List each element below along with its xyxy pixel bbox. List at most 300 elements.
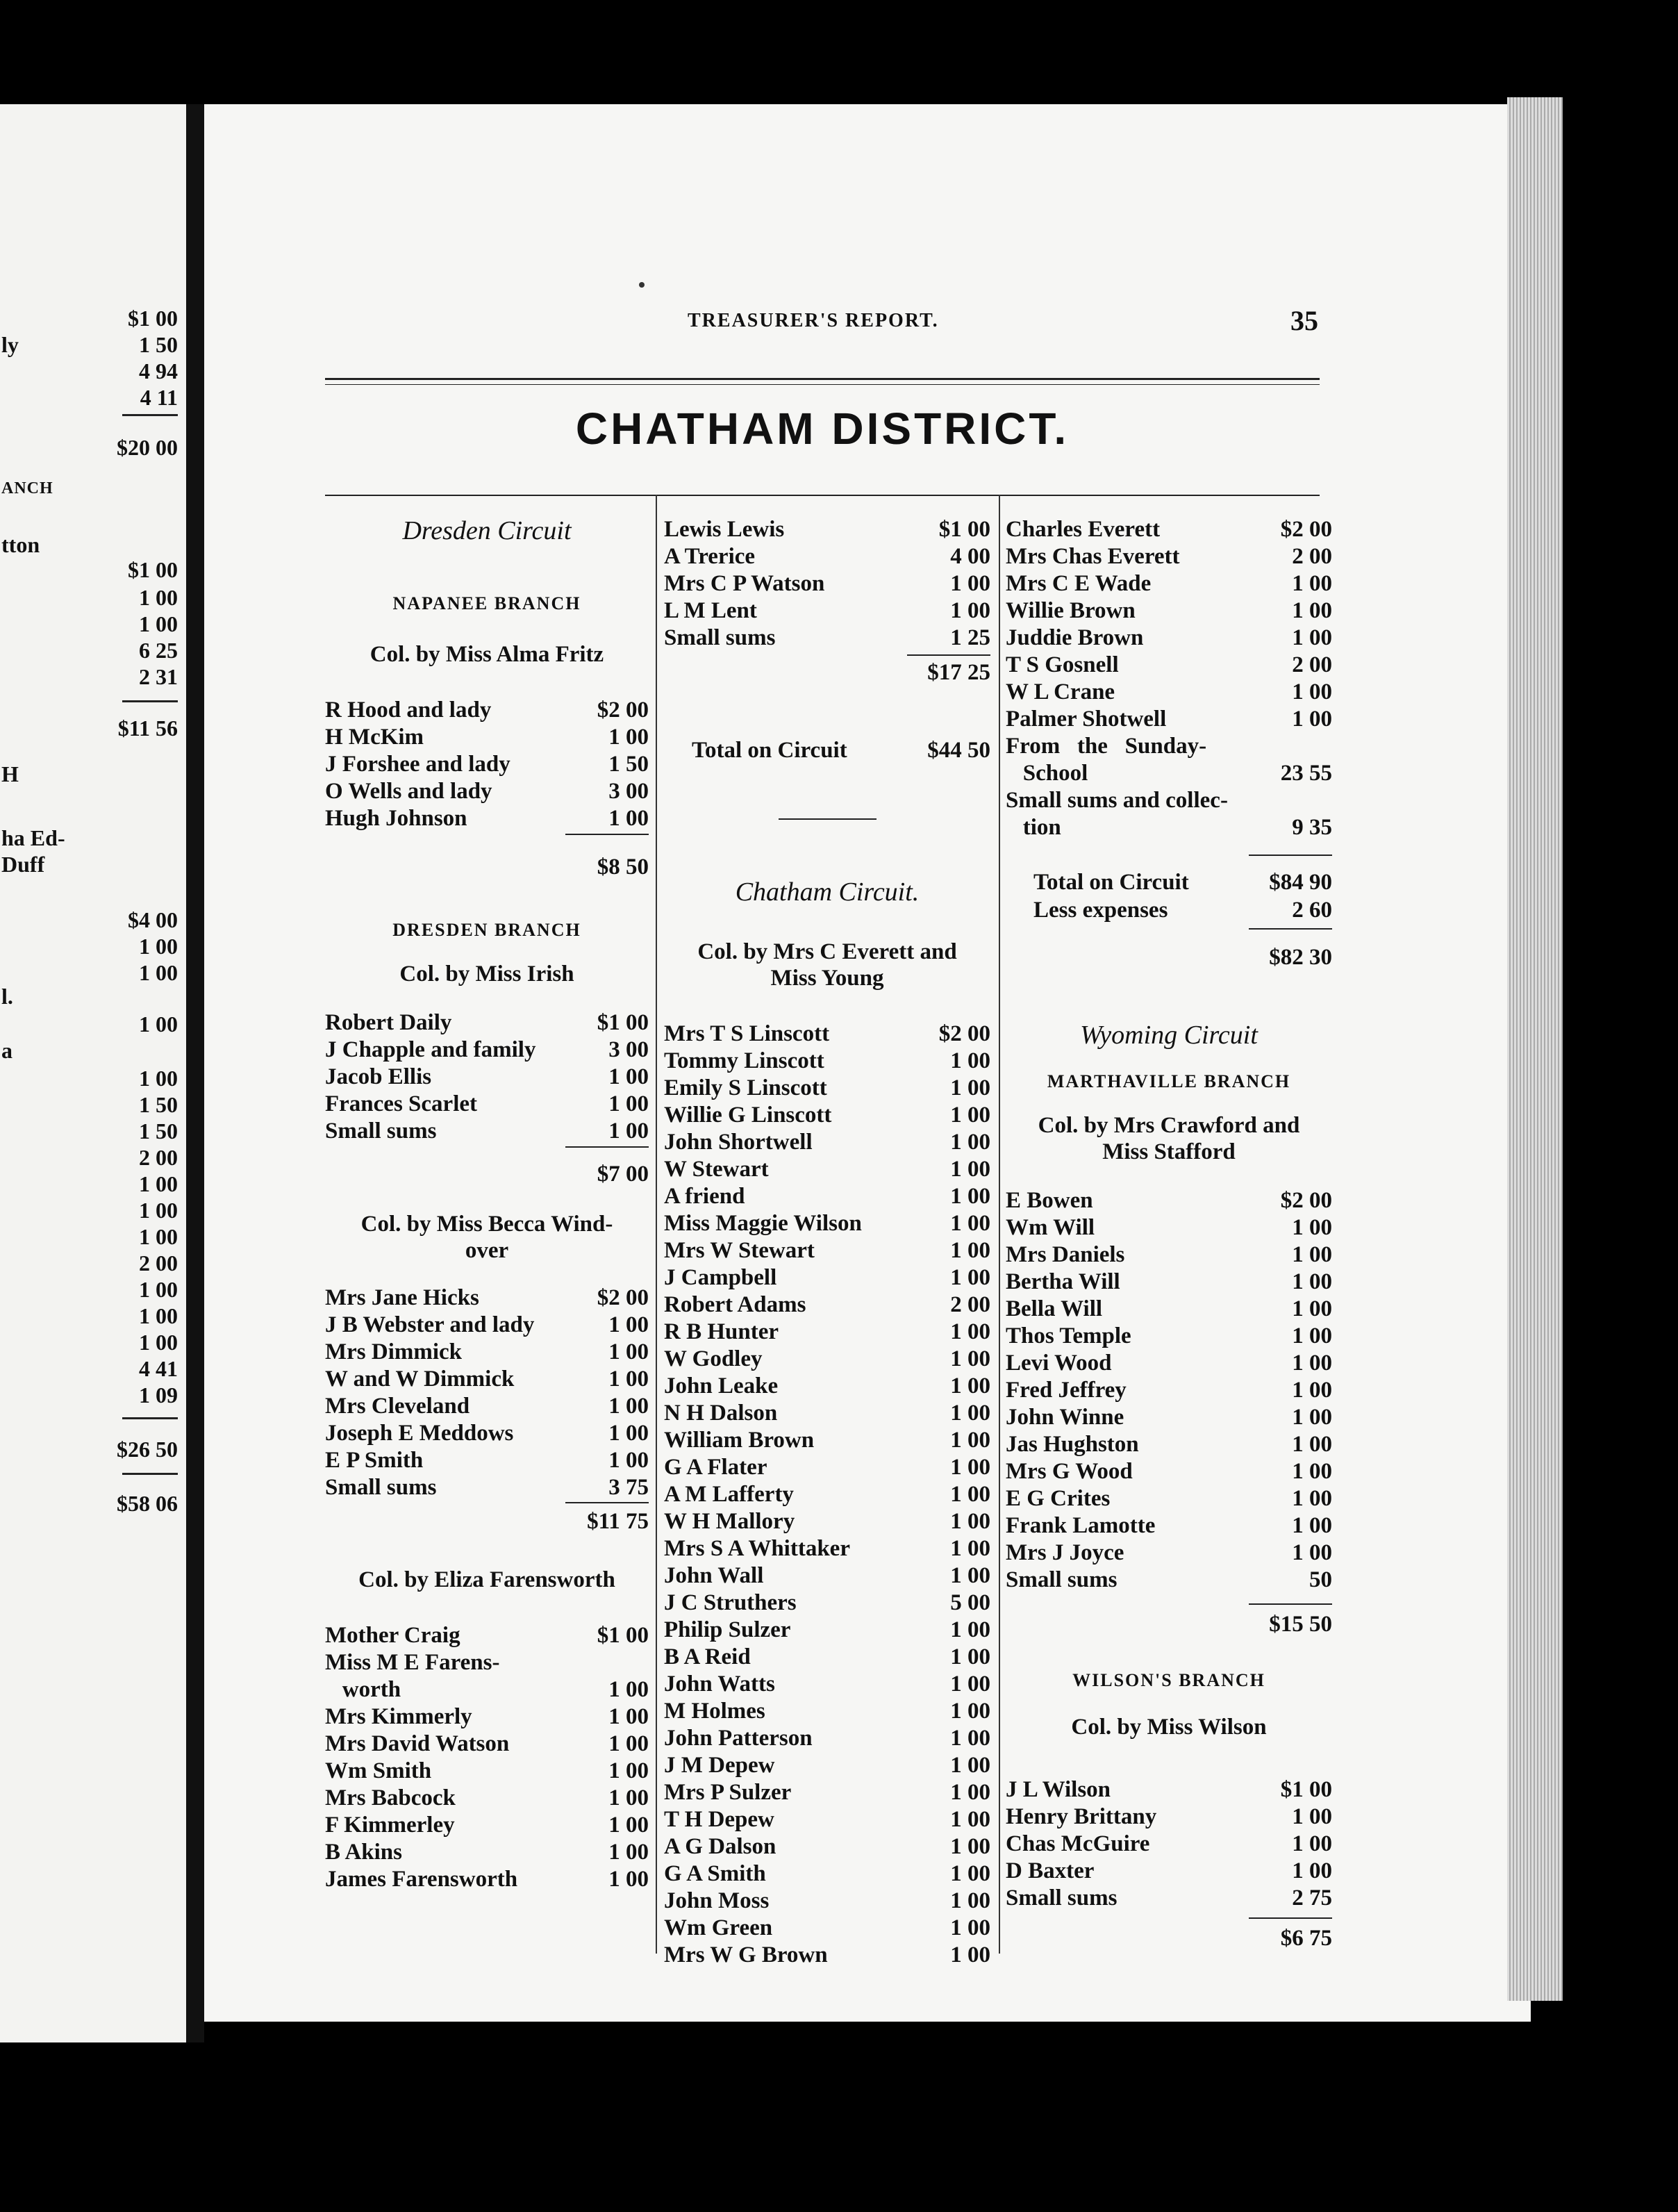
collector-line: Col. by Mrs C Everett and	[697, 939, 957, 964]
entry-name: Mrs W Stewart	[664, 1238, 815, 1263]
district-title: CHATHAM DISTRICT.	[575, 404, 1070, 454]
entry-row	[325, 1784, 649, 1812]
entry-name: Willie G Linscott	[664, 1103, 832, 1128]
entry-row	[664, 1778, 990, 1806]
entry-name: Jas Hughston	[1006, 1432, 1139, 1457]
entry-name: Mrs W G Brown	[664, 1942, 828, 1967]
entry-name: Wm Smith	[325, 1758, 432, 1783]
entry-amount: 1 00	[608, 1785, 649, 1810]
left-fragment-amount: $58 06	[117, 1491, 178, 1516]
entry-amount: 1 00	[608, 1448, 649, 1473]
branch-heading: WILSON'S BRANCH	[1072, 1670, 1265, 1690]
entry-row	[664, 1345, 990, 1373]
entry-row	[664, 1914, 990, 1942]
entry-name: F Kimmerley	[325, 1813, 455, 1838]
column-divider-2	[999, 495, 1000, 1954]
entry-amount: 1 00	[1292, 1858, 1332, 1883]
entry-name: John Shortwell	[664, 1130, 813, 1155]
entry-name: From the Sunday-	[1006, 734, 1207, 759]
entry-name: Bella Will	[1006, 1296, 1103, 1321]
entry-row	[325, 750, 649, 778]
entry-amount: 1 00	[950, 1075, 990, 1100]
entry-amount: 1 00	[608, 725, 649, 750]
entry-row	[664, 1155, 990, 1183]
entry-name: Bertha Will	[1006, 1269, 1120, 1294]
entry-row	[1006, 1512, 1332, 1540]
entry-row	[325, 723, 649, 751]
entry-name: G A Smith	[664, 1861, 766, 1886]
entry-row	[325, 1338, 649, 1366]
entry-row	[664, 1101, 990, 1129]
collector-line: Miss Stafford	[1102, 1139, 1236, 1164]
entry-amount: 1 00	[608, 1704, 649, 1729]
entry-row	[1006, 1241, 1332, 1269]
entry-amount: 1 00	[608, 1731, 649, 1756]
entry-row	[325, 1392, 649, 1420]
entry-row	[1006, 597, 1332, 625]
left-fragment-amount: 4 41	[139, 1356, 178, 1381]
entry-amount: 1 00	[950, 1103, 990, 1128]
entry-name: John Moss	[664, 1888, 770, 1913]
left-fragment-amount: 4 11	[140, 385, 178, 410]
entry-amount: $1 00	[938, 517, 990, 542]
entry-row	[664, 624, 990, 652]
entry-name: J Forshee and lady	[325, 752, 510, 777]
entry-row	[664, 1508, 990, 1535]
entry-name: Mrs C E Wade	[1006, 571, 1152, 596]
entry-name: Mrs P Sulzer	[664, 1780, 792, 1805]
left-fragment-amount: 1 50	[139, 1119, 178, 1144]
left-fragment-amount: 1 00	[139, 1198, 178, 1223]
entry-name: Juddie Brown	[1006, 625, 1144, 650]
entry-amount: 1 00	[950, 1211, 990, 1236]
entry-row	[1006, 678, 1332, 706]
entry-row	[325, 1311, 649, 1339]
entry-row	[1006, 1349, 1332, 1377]
entry-name: J Campbell	[664, 1265, 777, 1290]
total-amount: $44 50	[927, 738, 990, 763]
entry-row	[325, 696, 649, 724]
left-fragment-amount: 1 00	[139, 1012, 178, 1037]
entry-row	[325, 1063, 649, 1091]
entry-name: R Hood and lady	[325, 698, 492, 723]
left-fragment-amount: $20 00	[117, 435, 178, 460]
entry-name: Charles Everett	[1006, 517, 1161, 542]
entry-row	[664, 1074, 990, 1102]
entry-name: J M Depew	[664, 1753, 775, 1778]
entry-amount: 1 00	[950, 1617, 990, 1642]
entry-name: Mrs Dimmick	[325, 1339, 463, 1364]
entry-row	[1006, 1458, 1332, 1485]
entry-row	[325, 1838, 649, 1866]
subtotal-rule	[1249, 855, 1332, 856]
entry-name: John Winne	[1006, 1405, 1124, 1430]
entry-amount: 1 00	[608, 1394, 649, 1419]
entry-amount: 4 00	[950, 544, 990, 569]
entry-name: Frances Scarlet	[325, 1091, 477, 1116]
entry-amount: 1 00	[1292, 707, 1332, 732]
entry-row	[325, 1703, 649, 1731]
entry-row	[1006, 1485, 1332, 1512]
collector-line: Col. by Miss Becca Wind-	[360, 1212, 613, 1237]
entry-name: W Godley	[664, 1346, 763, 1371]
entry-amount: 1 00	[1292, 1323, 1332, 1348]
running-header: TREASURER'S REPORT.	[688, 310, 939, 331]
collector-line: Col. by Mrs Crawford and	[1038, 1113, 1300, 1138]
entry-amount: 1 00	[608, 1064, 649, 1089]
entry-row	[1006, 1776, 1332, 1804]
entry-amount: 1 00	[950, 1346, 990, 1371]
entry-amount: 1 00	[608, 1677, 649, 1702]
total-label: Less expenses	[1033, 898, 1168, 923]
entry-row	[325, 804, 649, 832]
entry-amount: 1 00	[1292, 1486, 1332, 1511]
entry-row	[1006, 1830, 1332, 1858]
subtotal-rule	[565, 1502, 649, 1503]
entry-name: Chas McGuire	[1006, 1831, 1150, 1856]
entry-amount: 1 00	[1292, 1831, 1332, 1856]
entry-name: L M Lent	[664, 598, 757, 623]
left-fragment-amount: 1 00	[139, 1277, 178, 1302]
entry-name: W and W Dimmick	[325, 1367, 515, 1392]
subtotal: $17 25	[927, 660, 990, 685]
header-rule-thin	[325, 384, 1320, 385]
left-fragment-label: l.	[1, 984, 13, 1009]
left-fragment-amount: 6 25	[139, 638, 178, 663]
entry-amount: 1 00	[950, 1373, 990, 1398]
subtotal-rule	[1249, 1917, 1332, 1919]
left-fragment-label: ha Ed-	[1, 825, 65, 850]
entry-amount: $2 00	[1280, 1188, 1332, 1213]
book-gutter	[186, 104, 204, 2042]
entry-row	[664, 1589, 990, 1617]
collector-line: Col. by Miss Wilson	[1071, 1715, 1267, 1740]
entry-name: Mrs G Wood	[1006, 1459, 1133, 1484]
left-fragment-amount: 1 00	[139, 934, 178, 959]
entry-amount: 1 00	[950, 1428, 990, 1453]
entry-amount: 1 00	[950, 1184, 990, 1209]
entry-amount: 1 00	[608, 1867, 649, 1892]
entry-row	[325, 1446, 649, 1474]
entry-row	[325, 1090, 649, 1118]
entry-amount: 1 00	[608, 1119, 649, 1144]
entry-name: A M Lafferty	[664, 1482, 794, 1507]
entry-name: R B Hunter	[664, 1319, 779, 1344]
entry-amount: 1 00	[950, 1482, 990, 1507]
entry-name: J Chapple and family	[325, 1037, 536, 1062]
subtotal-rule	[1249, 928, 1332, 930]
entry-amount: 1 00	[1292, 1269, 1332, 1294]
entry-amount: 1 00	[950, 1401, 990, 1426]
left-fragment-amount: 1 00	[139, 585, 178, 610]
entry-name: Mrs T S Linscott	[664, 1021, 830, 1046]
left-fragment-label: tton	[1, 532, 40, 557]
left-fragment-amount: 1 00	[139, 611, 178, 636]
entry-amount: 2 00	[1292, 544, 1332, 569]
entry-row	[1006, 651, 1332, 679]
entry-amount: 1 00	[950, 1699, 990, 1724]
entry-amount: 1 25	[950, 625, 990, 650]
entry-name: William Brown	[664, 1428, 815, 1453]
circuit-heading: Chatham Circuit.	[735, 877, 920, 907]
entry-row	[325, 1365, 649, 1393]
entry-row	[664, 1860, 990, 1888]
left-fragment-rule	[122, 700, 178, 702]
entry-name: John Patterson	[664, 1726, 813, 1751]
entry-name: Small sums	[325, 1475, 437, 1500]
entry-amount: $1 00	[597, 1623, 649, 1648]
entry-amount: 1 00	[608, 1813, 649, 1838]
header-rule	[325, 378, 1320, 380]
left-fragment-amount: 1 00	[139, 1330, 178, 1355]
entry-name: D Baxter	[1006, 1858, 1095, 1883]
collector-line: Miss Young	[770, 966, 884, 991]
entry-amount: 1 00	[950, 1726, 990, 1751]
entry-row	[664, 1372, 990, 1400]
entry-row	[664, 1887, 990, 1915]
collector-line: Col. by Miss Irish	[399, 961, 574, 987]
entry-row	[664, 1237, 990, 1264]
entry-amount: $2 00	[597, 1285, 649, 1310]
total-amount: $84 90	[1269, 870, 1332, 895]
entry-amount: 50	[1309, 1567, 1332, 1592]
entry-name: Small sums	[1006, 1885, 1118, 1910]
entry-amount: 1 00	[950, 1455, 990, 1480]
left-fragment-amount: 1 09	[139, 1382, 178, 1408]
entry-name: E Bowen	[1006, 1188, 1093, 1213]
entry-row	[664, 1751, 990, 1779]
entry-row	[325, 777, 649, 805]
entry-name: Mrs S A Whittaker	[664, 1536, 850, 1561]
entry-amount: 1 00	[1292, 1242, 1332, 1267]
entry-amount: 1 00	[1292, 1351, 1332, 1376]
left-fragment-amount: 1 00	[139, 1224, 178, 1249]
entry-name: J B Webster and lady	[325, 1312, 535, 1337]
entry-name: John Leake	[664, 1373, 779, 1398]
entry-name: James Farensworth	[325, 1867, 518, 1892]
left-fragment-amount: $1 00	[128, 557, 178, 582]
entry-row	[1006, 1268, 1332, 1296]
entry-row	[1006, 732, 1332, 760]
subtotal: $15 50	[1269, 1612, 1332, 1637]
entry-name: Small sums	[664, 625, 776, 650]
left-fragment-amount: $11 56	[117, 716, 178, 741]
entry-row	[1006, 1322, 1332, 1350]
entry-amount: 1 00	[950, 1157, 990, 1182]
entry-name: Mrs Babcock	[325, 1785, 456, 1810]
entry-name: Joseph E Meddows	[325, 1421, 514, 1446]
entry-row	[1006, 1187, 1332, 1214]
entry-name: worth	[325, 1677, 401, 1702]
entry-row	[664, 1616, 990, 1644]
entry-amount: 1 00	[950, 1048, 990, 1073]
entry-amount: 1 00	[950, 1807, 990, 1832]
entry-amount: 1 00	[950, 1942, 990, 1967]
entry-row	[664, 1318, 990, 1346]
entry-row	[664, 1724, 990, 1752]
entry-name: Hugh Johnson	[325, 806, 467, 831]
entry-amount: 1 00	[950, 1780, 990, 1805]
entry-amount: 1 00	[608, 1339, 649, 1364]
left-fragment-label: ANCH	[1, 479, 53, 497]
entry-amount: $2 00	[1280, 517, 1332, 542]
entry-row	[664, 597, 990, 625]
entry-amount: 1 00	[608, 1312, 649, 1337]
left-fragment-label: Duff	[1, 852, 45, 877]
section-separator	[779, 818, 877, 820]
subtotal: $8 50	[597, 855, 649, 880]
entry-row	[664, 1562, 990, 1590]
entry-name: Mrs C P Watson	[664, 571, 825, 596]
entry-name: Thos Temple	[1006, 1323, 1131, 1348]
entry-name: Mother Craig	[325, 1623, 460, 1648]
left-fragment-amount: 1 50	[139, 332, 178, 357]
entry-amount: 1 00	[1292, 1804, 1332, 1829]
entry-name: W L Crane	[1006, 679, 1115, 704]
entry-amount: 1 00	[1292, 1513, 1332, 1538]
entry-row	[325, 1419, 649, 1447]
entry-row	[664, 1480, 990, 1508]
entry-row	[1006, 1214, 1332, 1241]
entry-amount: 3 75	[608, 1475, 649, 1500]
entry-row	[1006, 515, 1332, 543]
branch-heading: NAPANEE BRANCH	[392, 593, 581, 613]
collector-line: Col. by Miss Alma Fritz	[369, 642, 604, 667]
total-label: Total on Circuit	[1033, 870, 1189, 895]
total-label: Total on Circuit	[692, 738, 847, 763]
collector-line: over	[465, 1238, 509, 1263]
entry-amount: 1 00	[1292, 679, 1332, 704]
entry-row	[1006, 705, 1332, 733]
entry-row	[664, 1264, 990, 1291]
left-fragment-label: a	[1, 1038, 13, 1063]
entry-row	[1006, 1403, 1332, 1431]
left-fragment-amount: 4 94	[139, 358, 178, 383]
entry-name: Mrs Cleveland	[325, 1394, 470, 1419]
entry-amount: 9 35	[1292, 815, 1332, 840]
left-fragment-rule	[122, 1473, 178, 1475]
total-amount: 2 60	[1292, 898, 1332, 923]
entry-amount: 1 00	[1292, 625, 1332, 650]
entry-row	[664, 1182, 990, 1210]
entry-name: Small sums	[1006, 1567, 1118, 1592]
entry-amount: 1 00	[950, 1319, 990, 1344]
entry-amount: 1 00	[950, 1861, 990, 1886]
entry-name: T H Depew	[664, 1807, 774, 1832]
entry-row	[664, 1670, 990, 1698]
entry-name: Miss M E Farens-	[325, 1650, 500, 1675]
entry-name: Mrs Chas Everett	[1006, 544, 1180, 569]
entry-name: G A Flater	[664, 1455, 767, 1480]
entry-amount: 1 00	[950, 1238, 990, 1263]
entry-row	[664, 515, 990, 543]
entry-amount: 1 00	[950, 1265, 990, 1290]
entry-name: Fred Jeffrey	[1006, 1378, 1127, 1403]
entry-amount: 3 00	[608, 779, 649, 804]
subtotal: $11 75	[587, 1509, 649, 1534]
entry-amount: 1 00	[1292, 598, 1332, 623]
entry-name: Frank Lamotte	[1006, 1513, 1156, 1538]
entry-row	[664, 1643, 990, 1671]
entry-name: Tommy Linscott	[664, 1048, 824, 1073]
subtotal: $7 00	[597, 1162, 649, 1187]
subtotal-rule	[1249, 1603, 1332, 1605]
left-fragment-amount: $4 00	[128, 907, 178, 932]
entry-row	[664, 1833, 990, 1860]
entry-row	[664, 1291, 990, 1319]
entry-row	[1006, 786, 1332, 814]
entry-name: H McKim	[325, 725, 424, 750]
page-number: 35	[1290, 305, 1318, 336]
entry-amount: 1 00	[1292, 1432, 1332, 1457]
branch-heading: MARTHAVILLE BRANCH	[1047, 1071, 1291, 1091]
entry-name: N H Dalson	[664, 1401, 778, 1426]
entry-amount: 1 00	[950, 571, 990, 596]
left-fragment-amount: 1 00	[139, 1171, 178, 1196]
left-fragment-amount: $1 00	[128, 306, 178, 331]
left-fragment-amount: 1 50	[139, 1092, 178, 1117]
entry-amount: 1 00	[1292, 1459, 1332, 1484]
entry-amount: 3 00	[608, 1037, 649, 1062]
entry-amount: 1 50	[608, 752, 649, 777]
subtotal-rule	[907, 654, 990, 656]
entry-row	[1006, 1376, 1332, 1404]
net-total: $82 30	[1269, 945, 1332, 970]
entry-name: John Wall	[664, 1563, 764, 1588]
collector-line: Col. by Eliza Farensworth	[358, 1567, 615, 1592]
entry-name: Miss Maggie Wilson	[664, 1211, 862, 1236]
subtotal-rule	[565, 834, 649, 835]
entry-name: Mrs J Joyce	[1006, 1540, 1124, 1565]
entry-row	[325, 1284, 649, 1312]
entry-name: Lewis Lewis	[664, 517, 785, 542]
entry-row	[325, 1474, 649, 1501]
entry-amount: 23 55	[1280, 761, 1332, 786]
entry-amount: 1 00	[950, 1915, 990, 1940]
entry-name: tion	[1006, 815, 1061, 840]
entry-row	[1006, 759, 1332, 787]
entry-row	[664, 1020, 990, 1048]
entry-amount: 1 00	[608, 1840, 649, 1865]
entry-name: W H Mallory	[664, 1509, 795, 1534]
entry-amount: 1 00	[1292, 1540, 1332, 1565]
entry-name: School	[1006, 761, 1088, 786]
entry-name: Philip Sulzer	[664, 1617, 791, 1642]
entry-name: J L Wilson	[1006, 1777, 1111, 1802]
entry-amount: $2 00	[597, 698, 649, 723]
entry-amount: $1 00	[597, 1010, 649, 1035]
entry-row	[1006, 1884, 1332, 1912]
circuit-heading: Wyoming Circuit	[1080, 1021, 1258, 1050]
entry-name: M Holmes	[664, 1699, 765, 1724]
entry-amount: 1 00	[950, 1563, 990, 1588]
left-fragment-label: H	[1, 761, 19, 786]
ink-dot	[639, 282, 645, 288]
entry-row	[1006, 570, 1332, 597]
entry-row	[664, 1047, 990, 1075]
column-divider-1	[656, 495, 657, 1954]
entry-amount: 1 00	[950, 598, 990, 623]
entry-row	[1006, 814, 1332, 841]
entry-row	[664, 1426, 990, 1454]
left-fragment-amount: 2 31	[139, 664, 178, 689]
entry-row	[1006, 1857, 1332, 1885]
entry-name: Wm Green	[664, 1915, 773, 1940]
entry-row	[664, 1210, 990, 1237]
entry-row	[325, 1730, 649, 1758]
entry-amount: 1 00	[950, 1644, 990, 1669]
entry-name: Jacob Ellis	[325, 1064, 432, 1089]
